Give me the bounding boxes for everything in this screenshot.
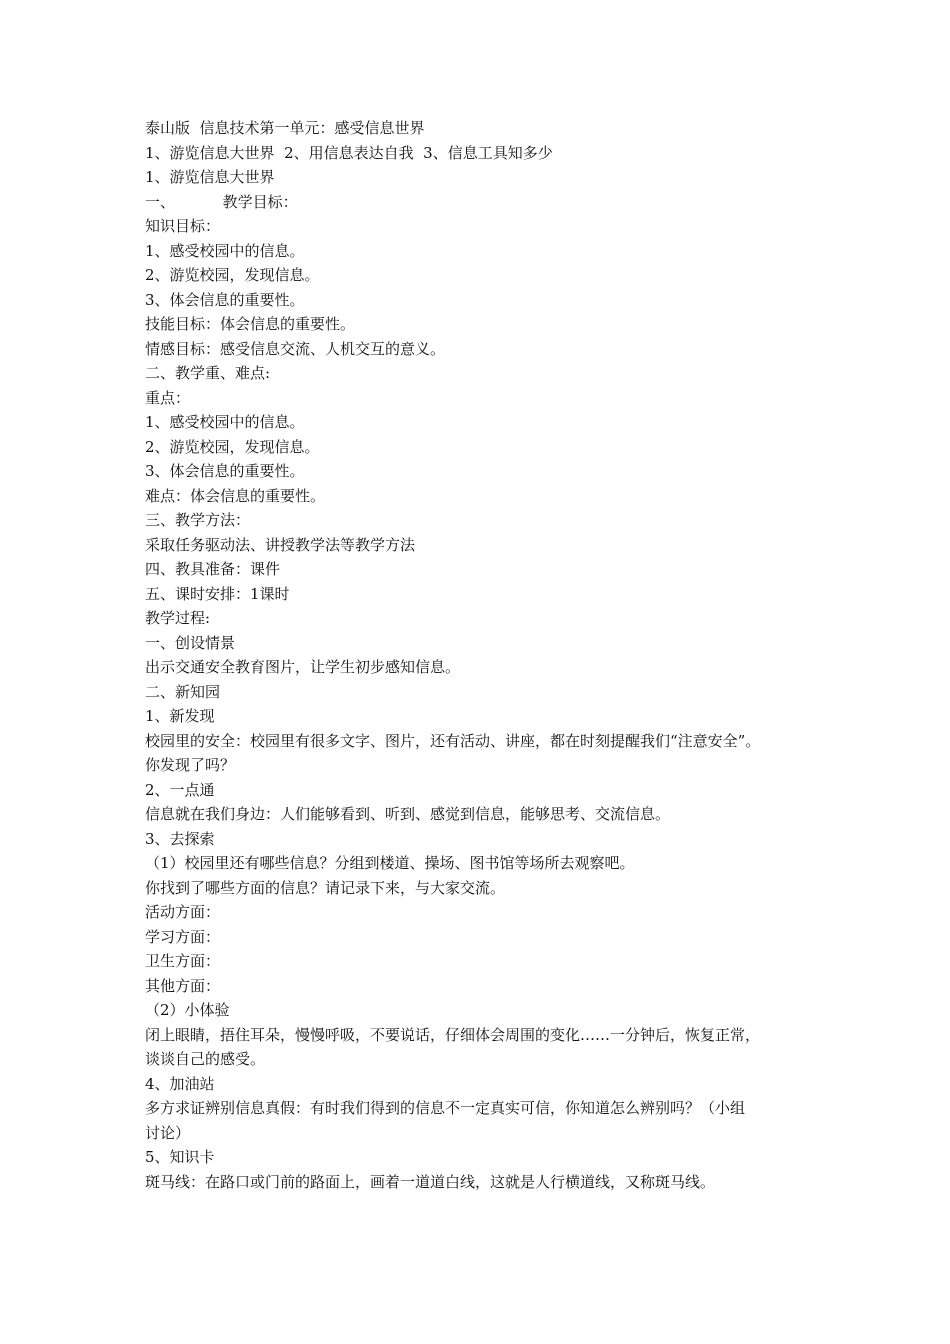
document-line-7: 2、游览校园，发现信息。	[145, 266, 320, 284]
document-line-38: 闭上眼睛，捂住耳朵，慢慢呼吸，不要说话，仔细体会周围的变化……一分钟后，恢复正常，	[145, 1025, 761, 1044]
document-line-4: 一、 教学目标：	[145, 192, 298, 211]
document-line-22: 一、创设情景	[145, 633, 236, 652]
document-line-39: 谈谈自己的感受。	[145, 1050, 266, 1068]
document-line-29: 信息就在我们身边：人们能够看到、听到、感觉到信息，能够思考、交流信息。	[145, 805, 671, 823]
document-line-36: 其他方面：	[145, 976, 221, 995]
document-line-41: 多方求证辨别信息真假：有时我们得到的信息不一定真实可信，你知道怎么辨别吗？（小组	[145, 1099, 746, 1117]
document-line-17: 三、教学方法：	[145, 511, 251, 529]
document-page	[145, 116, 815, 1194]
document-line-2: 1、游览信息大世界 2、用信息表达自我 3、信息工具知多少	[145, 143, 553, 162]
document-line-25: 1、新发现	[145, 707, 215, 725]
document-line-10: 情感目标：感受信息交流、人机交互的意义。	[145, 339, 446, 358]
document-line-26: 校园里的安全：校园里有很多文字、图片，还有活动、讲座，都在时刻提醒我们“注意安全”。	[145, 731, 761, 750]
document-line-40: 4、加油站	[145, 1074, 215, 1093]
document-line-32: 你找到了哪些方面的信息？请记录下来，与大家交流。	[145, 878, 506, 897]
document-line-9: 技能目标：体会信息的重要性。	[145, 315, 356, 333]
document-line-28: 2、一点通	[145, 780, 215, 799]
document-line-12: 重点：	[145, 388, 191, 407]
document-line-16: 难点：体会信息的重要性。	[145, 486, 326, 505]
document-line-18: 采取任务驱动法、讲授教学法等教学方法	[145, 535, 416, 554]
document-line-19: 四、教具准备：课件	[145, 560, 281, 578]
document-line-42: 讨论）	[145, 1123, 191, 1142]
document-line-5: 知识目标：	[145, 217, 221, 235]
document-line-8: 3、体会信息的重要性。	[145, 290, 305, 309]
document-line-6: 1、感受校园中的信息。	[145, 241, 305, 260]
document-line-27: 你发现了吗？	[145, 756, 236, 774]
document-line-1: 泰山版 信息技术第一单元：感受信息世界	[145, 119, 425, 137]
document-line-3: 1、游览信息大世界	[145, 168, 275, 186]
document-line-37: （2）小体验	[145, 1001, 230, 1019]
document-line-34: 学习方面：	[145, 927, 221, 946]
document-line-30: 3、去探索	[145, 829, 215, 848]
document-line-14: 2、游览校园，发现信息。	[145, 437, 320, 456]
document-line-21: 教学过程:	[145, 609, 211, 627]
document-line-24: 二、新知园	[145, 682, 221, 701]
document-line-23: 出示交通安全教育图片，让学生初步感知信息。	[145, 658, 461, 676]
document-line-20: 五、课时安排：1课时	[145, 584, 290, 603]
document-line-15: 3、体会信息的重要性。	[145, 462, 305, 480]
document-line-11: 二、教学重、难点:	[145, 364, 271, 382]
document-line-31: （1）校园里还有哪些信息？分组到楼道、操场、图书馆等场所去观察吧。	[145, 854, 635, 872]
document-line-35: 卫生方面：	[145, 952, 221, 970]
document-line-13: 1、感受校园中的信息。	[145, 413, 305, 431]
document-line-44: 斑马线：在路口或门前的路面上，画着一道道白线，这就是人行横道线，又称斑马线。	[145, 1172, 716, 1191]
document-line-33: 活动方面：	[145, 903, 221, 921]
document-line-43: 5、知识卡	[145, 1148, 215, 1166]
